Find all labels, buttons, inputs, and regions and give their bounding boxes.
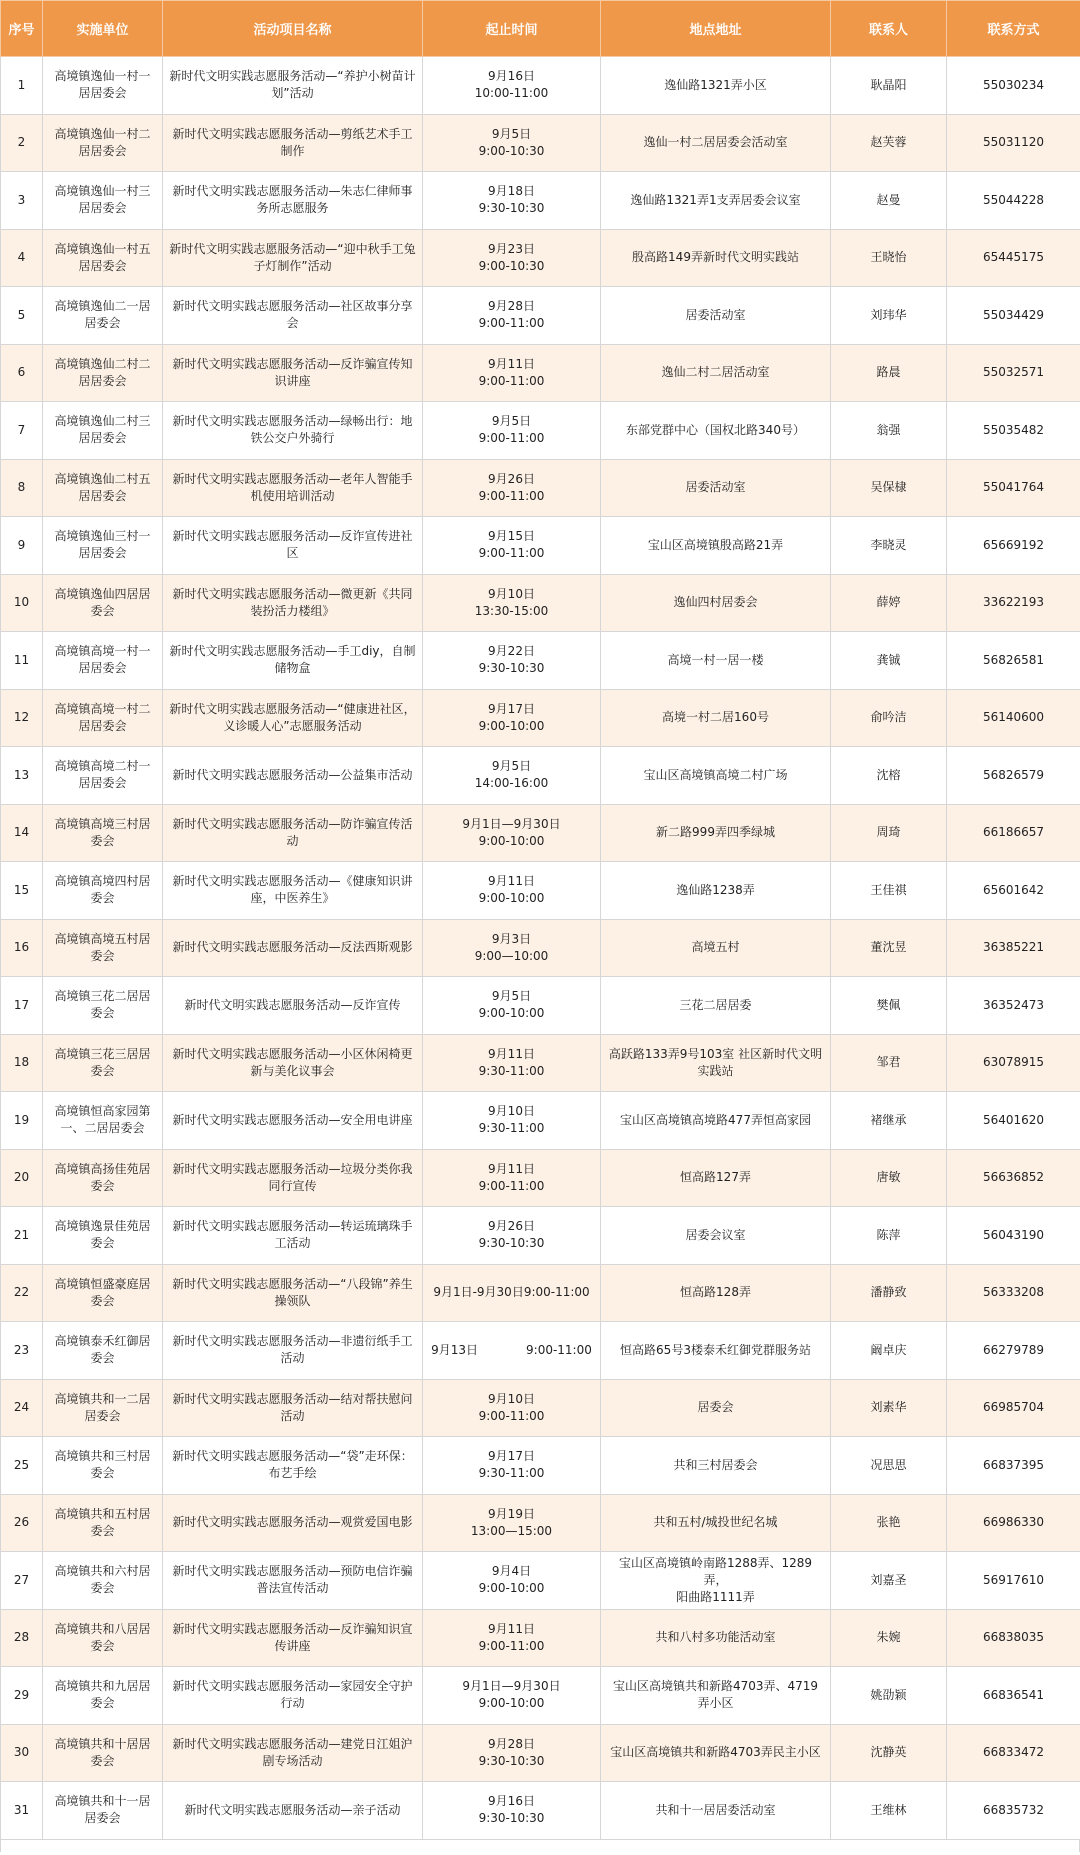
cell-time: 9月10日 9:00-11:00 — [423, 1379, 601, 1437]
cell-unit: 高境镇共和六村居委会 — [43, 1552, 163, 1610]
cell-address: 殷高路149弄新时代文明实践站 — [601, 229, 831, 287]
cell-index: 24 — [1, 1379, 43, 1437]
cell-contact-phone: 66838035 — [947, 1609, 1080, 1667]
cell-index: 15 — [1, 862, 43, 920]
cell-activity: 新时代文明实践志愿服务活动—反诈宣传进社区 — [163, 517, 423, 575]
cell-time: 9月10日 13:30-15:00 — [423, 574, 601, 632]
cell-contact-phone: 66833472 — [947, 1724, 1080, 1782]
table-row — [1, 1724, 1080, 1782]
cell-index: 18 — [1, 1034, 43, 1092]
cell-contact-phone: 56333208 — [947, 1264, 1080, 1322]
cell-contact-phone: 56826579 — [947, 747, 1080, 805]
cell-contact-person: 邹君 — [831, 1034, 947, 1092]
cell-unit: 高境镇高境五村居委会 — [43, 919, 163, 977]
cell-contact-person: 路晨 — [831, 344, 947, 402]
cell-contact-person: 沈静英 — [831, 1724, 947, 1782]
cell-time: 9月11日 9:00-10:00 — [423, 862, 601, 920]
cell-time: 9月23日 9:00-10:30 — [423, 229, 601, 287]
cell-address: 宝山区高境镇高境路477弄恒高家园 — [601, 1092, 831, 1150]
cell-address: 宝山区高境镇殷高路21弄 — [601, 517, 831, 575]
cell-activity: 新时代文明实践志愿服务活动—公益集市活动 — [163, 747, 423, 805]
table-row — [1, 1034, 1080, 1092]
cell-contact-phone: 55034429 — [947, 287, 1080, 345]
cell-contact-person: 况思思 — [831, 1437, 947, 1495]
cell-address: 居委活动室 — [601, 287, 831, 345]
cell-index: 31 — [1, 1782, 43, 1840]
cell-index: 23 — [1, 1322, 43, 1380]
cell-address: 共和八村多功能活动室 — [601, 1609, 831, 1667]
cell-time: 9月11日 9:30-11:00 — [423, 1034, 601, 1092]
cell-index: 7 — [1, 402, 43, 460]
cell-contact-phone: 66985704 — [947, 1379, 1080, 1437]
cell-contact-phone: 65601642 — [947, 862, 1080, 920]
cell-time: 9月26日 9:00-11:00 — [423, 459, 601, 517]
cell-address: 高境一村二居160号 — [601, 689, 831, 747]
cell-contact-person: 唐敏 — [831, 1149, 947, 1207]
cell-activity: 新时代文明实践志愿服务活动—社区故事分享会 — [163, 287, 423, 345]
cell-activity: 新时代文明实践志愿服务活动—“迎中秋手工兔子灯制作”活动 — [163, 229, 423, 287]
cell-index: 20 — [1, 1149, 43, 1207]
cell-unit: 高境镇高境一村二居居委会 — [43, 689, 163, 747]
cell-unit: 高境镇三花二居居委会 — [43, 977, 163, 1035]
cell-index: 19 — [1, 1092, 43, 1150]
cell-contact-person: 姚劭颖 — [831, 1667, 947, 1725]
cell-index: 8 — [1, 459, 43, 517]
cell-address: 东部党群中心（国权北路340号） — [601, 402, 831, 460]
cell-activity: 新时代文明实践志愿服务活动—剪纸艺术手工制作 — [163, 114, 423, 172]
cell-time: 9月11日 9:00-11:00 — [423, 1609, 601, 1667]
cell-activity: 新时代文明实践志愿服务活动—防诈骗宣传活动 — [163, 804, 423, 862]
cell-unit: 高境镇共和五村居委会 — [43, 1494, 163, 1552]
cell-address: 共和三村居委会 — [601, 1437, 831, 1495]
cell-unit: 高境镇共和十居居委会 — [43, 1724, 163, 1782]
cell-activity: 新时代文明实践志愿服务活动—观赏爱国电影 — [163, 1494, 423, 1552]
cell-index: 22 — [1, 1264, 43, 1322]
cell-activity: 新时代文明实践志愿服务活动—手工diy，自制储物盒 — [163, 632, 423, 690]
table-row — [1, 1494, 1080, 1552]
cell-unit: 高境镇恒盛豪庭居委会 — [43, 1264, 163, 1322]
table-row — [1, 1552, 1080, 1610]
cell-contact-person: 褚继承 — [831, 1092, 947, 1150]
cell-activity: 新时代文明实践志愿服务活动—老年人智能手机使用培训活动 — [163, 459, 423, 517]
cell-index: 27 — [1, 1552, 43, 1610]
cell-contact-person: 王维林 — [831, 1782, 947, 1840]
cell-address: 逸仙四村居委会 — [601, 574, 831, 632]
table-row — [1, 1207, 1080, 1265]
cell-time: 9月16日 10:00-11:00 — [423, 57, 601, 115]
cell-time: 9月1日—9月30日 9:00-10:00 — [423, 1667, 601, 1725]
cell-unit: 高境镇共和十一居居委会 — [43, 1782, 163, 1840]
cell-unit: 高境镇逸仙一村三居居委会 — [43, 172, 163, 230]
table-row — [1, 229, 1080, 287]
cell-unit: 高境镇逸仙一村二居居委会 — [43, 114, 163, 172]
cell-contact-person: 薛婷 — [831, 574, 947, 632]
cell-activity: 新时代文明实践志愿服务活动—反诈骗知识宣传讲座 — [163, 1609, 423, 1667]
cell-address: 三花二居居委 — [601, 977, 831, 1035]
table-row — [1, 459, 1080, 517]
table-row — [1, 1609, 1080, 1667]
cell-activity: 新时代文明实践志愿服务活动—“养护小树苗计划”活动 — [163, 57, 423, 115]
cell-address: 恒高路127弄 — [601, 1149, 831, 1207]
cell-activity: 新时代文明实践志愿服务活动—反诈宣传 — [163, 977, 423, 1035]
cell-contact-person: 董沈昱 — [831, 919, 947, 977]
cell-unit: 高境镇逸仙二村二居居委会 — [43, 344, 163, 402]
cell-unit: 高境镇共和八居居委会 — [43, 1609, 163, 1667]
table-row — [1, 1782, 1080, 1840]
cell-contact-phone: 56636852 — [947, 1149, 1080, 1207]
cell-contact-phone: 55044228 — [947, 172, 1080, 230]
header-activity: 活动项目名称 — [163, 1, 423, 57]
table-row — [1, 287, 1080, 345]
cell-address: 共和十一居居委活动室 — [601, 1782, 831, 1840]
cell-contact-phone: 56401620 — [947, 1092, 1080, 1150]
cell-address: 逸仙路1321弄小区 — [601, 57, 831, 115]
cell-contact-phone: 36385221 — [947, 919, 1080, 977]
cell-time: 9月26日 9:30-10:30 — [423, 1207, 601, 1265]
table-body — [1, 57, 1080, 1840]
cell-unit: 高境镇三花三居居委会 — [43, 1034, 163, 1092]
cell-contact-person: 刘嘉圣 — [831, 1552, 947, 1610]
cell-index: 28 — [1, 1609, 43, 1667]
cell-index: 21 — [1, 1207, 43, 1265]
table-row — [1, 172, 1080, 230]
table-row — [1, 689, 1080, 747]
cell-address: 新二路999弄四季绿城 — [601, 804, 831, 862]
cell-unit: 高境镇高扬佳苑居委会 — [43, 1149, 163, 1207]
cell-index: 14 — [1, 804, 43, 862]
cell-time: 9月1日-9月30日9:00-11:00 — [423, 1264, 601, 1322]
cell-activity: 新时代文明实践志愿服务活动—绿畅出行：地铁公交户外骑行 — [163, 402, 423, 460]
header-contact-phone: 联系方式 — [947, 1, 1080, 57]
cell-contact-person: 吴保棣 — [831, 459, 947, 517]
cell-contact-phone: 66836541 — [947, 1667, 1080, 1725]
cell-activity: 新时代文明实践志愿服务活动—垃圾分类你我同行宣传 — [163, 1149, 423, 1207]
cell-activity: 新时代文明实践志愿服务活动—“袋”走环保：布艺手绘 — [163, 1437, 423, 1495]
cell-time: 9月5日 9:00-10:00 — [423, 977, 601, 1035]
cell-address: 高境一村一居一楼 — [601, 632, 831, 690]
cell-contact-person: 刘素华 — [831, 1379, 947, 1437]
cell-activity: 新时代文明实践志愿服务活动—结对帮扶慰问活动 — [163, 1379, 423, 1437]
cell-contact-phone: 36352473 — [947, 977, 1080, 1035]
cell-contact-person: 耿晶阳 — [831, 57, 947, 115]
cell-contact-person: 刘玮华 — [831, 287, 947, 345]
cell-contact-person: 赵芙蓉 — [831, 114, 947, 172]
cell-contact-person: 李晓灵 — [831, 517, 947, 575]
cell-address: 逸仙一村二居居委会活动室 — [601, 114, 831, 172]
cell-index: 12 — [1, 689, 43, 747]
table-row — [1, 402, 1080, 460]
cell-activity: 新时代文明实践志愿服务活动—微更新《共同装扮活力楼组》 — [163, 574, 423, 632]
table-row — [1, 632, 1080, 690]
cell-activity: 新时代文明实践志愿服务活动—转运琉璃珠手工活动 — [163, 1207, 423, 1265]
cell-unit: 高境镇逸仙二一居居委会 — [43, 287, 163, 345]
cell-time: 9月18日 9:30-10:30 — [423, 172, 601, 230]
table-row — [1, 114, 1080, 172]
table-row — [1, 1437, 1080, 1495]
cell-unit: 高境镇逸仙四居居委会 — [43, 574, 163, 632]
cell-unit: 高境镇共和九居居委会 — [43, 1667, 163, 1725]
cell-address: 宝山区高境镇共和新路4703弄民主小区 — [601, 1724, 831, 1782]
cell-time: 9月4日 9:00-10:00 — [423, 1552, 601, 1610]
cell-contact-phone: 66186657 — [947, 804, 1080, 862]
cell-index: 26 — [1, 1494, 43, 1552]
table-row — [1, 1379, 1080, 1437]
cell-activity: 新时代文明实践志愿服务活动—反法西斯观影 — [163, 919, 423, 977]
cell-unit: 高境镇逸仙一村一居居委会 — [43, 57, 163, 115]
table-row — [1, 977, 1080, 1035]
cell-contact-person: 俞吟洁 — [831, 689, 947, 747]
cell-time: 9月5日 9:00-10:30 — [423, 114, 601, 172]
cell-contact-phone: 55031120 — [947, 114, 1080, 172]
cell-time: 9月15日 9:00-11:00 — [423, 517, 601, 575]
table-continuation — [0, 1840, 1080, 1852]
cell-index: 2 — [1, 114, 43, 172]
cell-contact-person: 周琦 — [831, 804, 947, 862]
cell-contact-phone: 66837395 — [947, 1437, 1080, 1495]
cell-activity: 新时代文明实践志愿服务活动—小区休闲椅更新与美化议事会 — [163, 1034, 423, 1092]
cell-index: 30 — [1, 1724, 43, 1782]
cell-address: 宝山区高境镇共和新路4703弄、4719弄小区 — [601, 1667, 831, 1725]
cell-unit: 高境镇高境四村居委会 — [43, 862, 163, 920]
cell-index: 25 — [1, 1437, 43, 1495]
cell-unit: 高境镇共和一二居居委会 — [43, 1379, 163, 1437]
cell-index: 13 — [1, 747, 43, 805]
cell-contact-phone: 56140600 — [947, 689, 1080, 747]
cell-contact-phone: 66986330 — [947, 1494, 1080, 1552]
cell-contact-person: 阚卓庆 — [831, 1322, 947, 1380]
header-index: 序号 — [1, 1, 43, 57]
cell-address: 逸仙路1238弄 — [601, 862, 831, 920]
table-row — [1, 1322, 1080, 1380]
cell-contact-phone: 56826581 — [947, 632, 1080, 690]
cell-address: 高跃路133弄9号103室 社区新时代文明实践站 — [601, 1034, 831, 1092]
cell-index: 3 — [1, 172, 43, 230]
table-row — [1, 804, 1080, 862]
cell-unit: 高境镇逸景佳苑居委会 — [43, 1207, 163, 1265]
cell-contact-phone: 55032571 — [947, 344, 1080, 402]
cell-unit: 高境镇泰禾红御居委会 — [43, 1322, 163, 1380]
cell-unit: 高境镇逸仙二村五居居委会 — [43, 459, 163, 517]
table-row — [1, 574, 1080, 632]
cell-contact-person: 王晓怡 — [831, 229, 947, 287]
cell-address: 居委会 — [601, 1379, 831, 1437]
cell-contact-phone: 56917610 — [947, 1552, 1080, 1610]
cell-index: 9 — [1, 517, 43, 575]
table-row — [1, 747, 1080, 805]
cell-unit: 高境镇逸仙三村一居居委会 — [43, 517, 163, 575]
cell-time: 9月19日 13:00—15:00 — [423, 1494, 601, 1552]
cell-time: 9月17日 9:30-11:00 — [423, 1437, 601, 1495]
cell-time: 9月16日 9:30-10:30 — [423, 1782, 601, 1840]
cell-contact-phone: 63078915 — [947, 1034, 1080, 1092]
cell-contact-phone: 65669192 — [947, 517, 1080, 575]
cell-contact-person: 樊佩 — [831, 977, 947, 1035]
cell-unit: 高境镇高境二村一居居委会 — [43, 747, 163, 805]
cell-activity: 新时代文明实践志愿服务活动—安全用电讲座 — [163, 1092, 423, 1150]
table-row — [1, 862, 1080, 920]
cell-index: 6 — [1, 344, 43, 402]
cell-contact-person: 王佳祺 — [831, 862, 947, 920]
cell-activity: 新时代文明实践志愿服务活动—“八段锦”养生操领队 — [163, 1264, 423, 1322]
cell-index: 1 — [1, 57, 43, 115]
cell-time: 9月1日—9月30日 9:00-10:00 — [423, 804, 601, 862]
cell-index: 10 — [1, 574, 43, 632]
cell-contact-person: 翁强 — [831, 402, 947, 460]
table-row — [1, 1092, 1080, 1150]
cell-activity: 新时代文明实践志愿服务活动—建党日江姐沪剧专场活动 — [163, 1724, 423, 1782]
cell-contact-person: 赵曼 — [831, 172, 947, 230]
cell-contact-person: 张艳 — [831, 1494, 947, 1552]
cell-time: 9月5日 14:00-16:00 — [423, 747, 601, 805]
cell-time: 9月11日 9:00-11:00 — [423, 1149, 601, 1207]
cell-unit: 高境镇高境一村一居居委会 — [43, 632, 163, 690]
cell-contact-phone: 66279789 — [947, 1322, 1080, 1380]
header-address: 地点地址 — [601, 1, 831, 57]
cell-contact-phone: 65445175 — [947, 229, 1080, 287]
header-contact-person: 联系人 — [831, 1, 947, 57]
cell-contact-person: 潘静致 — [831, 1264, 947, 1322]
cell-address: 恒高路128弄 — [601, 1264, 831, 1322]
cell-contact-person: 陈萍 — [831, 1207, 947, 1265]
cell-activity: 新时代文明实践志愿服务活动—反诈骗宣传知识讲座 — [163, 344, 423, 402]
cell-index: 29 — [1, 1667, 43, 1725]
cell-contact-phone: 66835732 — [947, 1782, 1080, 1840]
cell-contact-phone: 55041764 — [947, 459, 1080, 517]
cell-address: 宝山区高境镇岭南路1288弄、1289弄， 阳曲路1111弄 — [601, 1552, 831, 1610]
cell-activity: 新时代文明实践志愿服务活动—亲子活动 — [163, 1782, 423, 1840]
cell-contact-phone: 56043190 — [947, 1207, 1080, 1265]
cell-index: 17 — [1, 977, 43, 1035]
cell-contact-person: 朱婉 — [831, 1609, 947, 1667]
cell-index: 5 — [1, 287, 43, 345]
header-unit: 实施单位 — [43, 1, 163, 57]
cell-time: 9月22日 9:30-10:30 — [423, 632, 601, 690]
cell-time: 9月28日 9:00-11:00 — [423, 287, 601, 345]
cell-time: 9月17日 9:00-10:00 — [423, 689, 601, 747]
cell-activity: 新时代文明实践志愿服务活动—家园安全守护行动 — [163, 1667, 423, 1725]
cell-address: 高境五村 — [601, 919, 831, 977]
cell-activity: 新时代文明实践志愿服务活动—朱志仁律师事务所志愿服务 — [163, 172, 423, 230]
cell-time: 9月5日 9:00-11:00 — [423, 402, 601, 460]
cell-unit: 高境镇高境三村居委会 — [43, 804, 163, 862]
table-header-row — [1, 1, 1080, 57]
table-row — [1, 1264, 1080, 1322]
cell-contact-phone: 33622193 — [947, 574, 1080, 632]
table-row — [1, 344, 1080, 402]
table-row — [1, 1667, 1080, 1725]
cell-time: 9月11日 9:00-11:00 — [423, 344, 601, 402]
cell-index: 11 — [1, 632, 43, 690]
cell-time: 9月28日 9:30-10:30 — [423, 1724, 601, 1782]
cell-time: 9月3日 9:00—10:00 — [423, 919, 601, 977]
cell-address: 共和五村/城投世纪名城 — [601, 1494, 831, 1552]
cell-address: 居委会议室 — [601, 1207, 831, 1265]
table-row — [1, 919, 1080, 977]
cell-contact-phone: 55030234 — [947, 57, 1080, 115]
table-row — [1, 517, 1080, 575]
cell-address: 逸仙二村二居活动室 — [601, 344, 831, 402]
cell-index: 4 — [1, 229, 43, 287]
cell-address: 宝山区高境镇高境二村广场 — [601, 747, 831, 805]
cell-index: 16 — [1, 919, 43, 977]
cell-unit: 高境镇共和三村居委会 — [43, 1437, 163, 1495]
table-row — [1, 1149, 1080, 1207]
cell-time: 9月10日 9:30-11:00 — [423, 1092, 601, 1150]
cell-time: 9月13日 9:00-11:00 — [423, 1322, 601, 1380]
cell-activity: 新时代文明实践志愿服务活动—“健康进社区，义诊暖人心”志愿服务活动 — [163, 689, 423, 747]
cell-unit: 高境镇恒高家园第一、二居居委会 — [43, 1092, 163, 1150]
cell-activity: 新时代文明实践志愿服务活动—预防电信诈骗普法宣传活动 — [163, 1552, 423, 1610]
cell-contact-person: 龚铖 — [831, 632, 947, 690]
cell-address: 恒高路65号3楼泰禾红御党群服务站 — [601, 1322, 831, 1380]
cell-address: 居委活动室 — [601, 459, 831, 517]
table-row — [1, 57, 1080, 115]
header-time: 起止时间 — [423, 1, 601, 57]
cell-contact-phone: 55035482 — [947, 402, 1080, 460]
cell-unit: 高境镇逸仙二村三居居委会 — [43, 402, 163, 460]
cell-activity: 新时代文明实践志愿服务活动—非遗衍纸手工活动 — [163, 1322, 423, 1380]
cell-activity: 新时代文明实践志愿服务活动—《健康知识讲座，中医养生》 — [163, 862, 423, 920]
cell-unit: 高境镇逸仙一村五居居委会 — [43, 229, 163, 287]
cell-contact-person: 沈榕 — [831, 747, 947, 805]
cell-address: 逸仙路1321弄1支弄居委会议室 — [601, 172, 831, 230]
